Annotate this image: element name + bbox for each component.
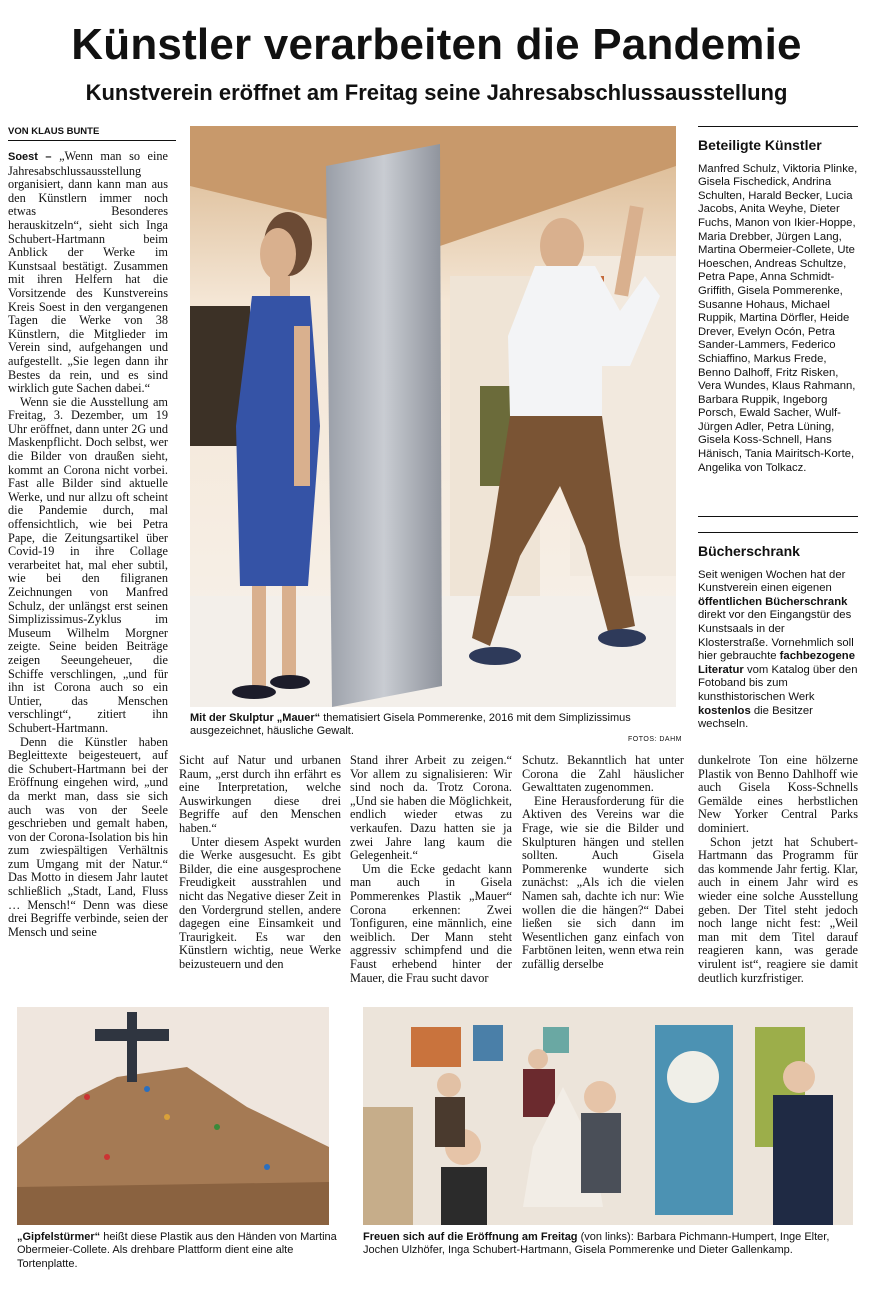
text-run: direkt vor den Eingangstür des Kunstsaals in der Klosterstraße. Vornehmlich soll hier gebrauchte <box>698 609 854 663</box>
text-run: vom Katalog über den Fotoband bis zum kunsthistorischen Werk <box>698 663 858 703</box>
article-paragraph <box>8 150 168 396</box>
main-photo-sculpture-mauer <box>190 126 676 707</box>
article-paragraph: Unter diesem Aspekt wurden die Werke ausgesucht. Es gibt Bilder, die eine ausgesprochene Freudigkeit ausstrahlen und nicht das Negative dieser Zeit in den Vordergrund stellen, andere dagegen eine Einsamkeit und Traurigkeit. Es war den Künstlern wichtig, neue Werke beizusteuern und den <box>179 834 341 971</box>
article-paragraph: Denn die Künstler haben Begleittexte beigesteuert, auf die Schubert-Hartmann bei der Eröffnung eingehen wird, „und da merkt man, dass sie sich auch was von der Seele geschrieben und gemalt haben, von der Corona-Isolation bis hin zum zwiespältigen Verhältnis zum Umgang mit der Natur.“ Das Motto in diesem Jahr lautet schließlich „Stadt, Land, Fluss … Mensch!“ Denn was diese drei Begriffe verbinde, seien der Mensch und seine <box>8 734 168 939</box>
article-paragraph: Schutz. Bekanntlich hat unter Corona die Zahl häuslicher Gewalttaten zugenommen. <box>522 753 684 795</box>
bookcase-text <box>698 569 858 732</box>
caption-lead: Mit der Skulptur „Mauer“ <box>190 712 321 724</box>
sidebar-title: Bücherschrank <box>698 532 858 559</box>
sidebar-title: Beteiligte Künstler <box>698 126 858 153</box>
caption-lead: Freuen sich auf die Eröffnung am Freitag <box>363 1231 578 1243</box>
byline: VON KLAUS BUNTE <box>8 126 176 141</box>
paragraph-text: „Wenn man so eine Jahresabschlussausstellung organisiert, dann kann man aus den Künstlern immer noch etwas Besonderes herauskitzeln“, sieht sich Inga Schubert-Hartmann beim Anblick der Werke im Kunstsaal bestätigt. Zusammen mit ihren Helfern hat die Vorsitzende des Kunstvereins Kreis Soest in den vergangenen Tagen die Werke von 38 Künstlern, die Mitglieder im Verein sind, aufgehangen und aufgestellt. „Sie legen dann ihr Bestes da rein, und es sind wirklich gute Sachen dabei.“ <box>8 149 168 396</box>
article-paragraph: Eine Herausforderung für die Aktiven des Vereins war die Frage, wie sie die Bilder und Skulpturen hängen und stellen sollten. Auch Gisela Pommerenke wunderte sich zunächst: „Als ich die vielen Namen sah, dachte ich nur: Wie wollen die die hängen?“ Dabei ließen sie sich dann im Wesentlichen ganz einfach von Farbtönen leiten, wenn etwa rein zufällig derselbe <box>522 793 684 971</box>
caption-text: (von links): Barbara Pichmann-Humpert, Inge Elter, Jochen Ulzhöfer, Inga Schubert-Hartmann, Gisela Pommerenke und Dieter Gallenkamp. <box>363 1231 830 1257</box>
article-paragraph: Um die Ecke gedacht kann man auch in Gisela Pommerenkes Plastik „Mauer“ Corona erkennen: Zwei Tonfiguren, eine männlich, eine weiblich. Der Mann steht aggressiv schimpfend und die Faust erhebend hinter der Mauer, die Frau sucht davor <box>350 861 512 985</box>
article-paragraph: Stand ihrer Arbeit zu zeigen.“ Vor allem zu signalisieren: Wir sind noch da. Trotz Corona. „Und sie haben die Möglichkeit, endlich wieder etwas zu verkaufen. Dazu hatten sie ja zwei Jahre lang kaum die Gelegenheit.“ <box>350 753 512 863</box>
summit-sculpture-illustration <box>17 1007 329 1225</box>
photo-left-caption <box>17 1231 337 1271</box>
subheadline: Kunstverein eröffnet am Freitag seine Jahresabschlussausstellung <box>85 80 788 105</box>
sidebar-divider <box>698 516 858 517</box>
dateline: Soest – <box>8 151 52 163</box>
article-column-2 <box>179 754 341 972</box>
text-bold: fachbezogene Literatur <box>698 650 855 676</box>
text-bold: öffentlichen Bücherschrank <box>698 595 848 608</box>
text-bold: kostenlos <box>698 704 751 717</box>
article-paragraph: Sicht auf Natur und urbanen Raum, „erst durch ihn erfährt es eine Interpretation, welche Auswirkungen diese drei Begriffe auf den Menschen haben.“ <box>179 753 341 835</box>
sidebar-bookcase <box>698 532 858 732</box>
caption-lead: „Gipfelstürmer“ <box>17 1231 101 1243</box>
artist-list: Manfred Schulz, Viktoria Plinke, Gisela Fischedick, Andrina Schulten, Harald Becker, Lucia Jacobs, Anita Weyhe, Dieter Fuchs, Manon von Ikier-Hoppe, Maria Drebber, Jürgen Lang, Martina Obermeier-Collete, Ute Hoeschen, Andreas Schultze, Petra Pape, Anna Schmidt-Griffith, Gisela Pommerenke, Susanne Hohaus, Michael Ruppik, Martina Dörfler, Heide Drever, Evelyn Ocón, Petra Sander-Lammers, Federico Schiaffino, Markus Frede, Benno Dalhoff, Fritz Risken, Vera Wundes, Klaus Rahmann, Barbara Ruppik, Ingeborg Porsch, Ewald Sacher, Wulf-Jürgen Adler, Petra Lüning, Gisela Koss-Schnell, Hans Hänisch, Tania Mairitsch-Korte, Angelika von Tolkacz. <box>698 162 858 474</box>
article-paragraph: Wenn sie die Ausstellung am Freitag, 3. Dezember, um 19 Uhr eröffnet, dann unter 2G und Maskenpflicht. Doch selbst, wer die Bilder von draußen sieht, kommt an Corona nicht vorbei. Fast alle Bilder sind aktuelle Werke, und nur allzu oft scheint die Pandemie durch, mal offensichtlich, wie bei Petra Pape, die Zeitungsartikel über Covid-19 in ihre Collage verarbeitet hat, mal eher subtil, wie bei den filigranen Zeichnungen von Manfred Schulz, der unlängst erst seinen Simplizissimus-Zyklus im Museum Wilhelm Morgner zeigte. Seine beiden Beiträge zeigen Seeungeheuer, die Schiffe verschlingen, „und für ihn ist Corona auch so ein Untier, das Menschen verschlingt“, zitiert ihn Schubert-Hartmann. <box>8 394 168 735</box>
caption-text: heißt diese Plastik aus den Händen von Martina Obermeier-Collete. Als drehbare Plattform dient eine alte Tortenplatte. <box>17 1231 337 1270</box>
article-column-5 <box>698 754 858 985</box>
photo-right-caption <box>363 1231 853 1258</box>
photo-team-gallery <box>363 1007 853 1225</box>
photo-gipfelstuermer <box>17 1007 329 1225</box>
sidebar-artists <box>698 126 858 475</box>
sculpture-illustration <box>190 126 676 707</box>
photo-credit: FOTOS: DAHM <box>628 736 682 743</box>
headline: Künstler verarbeiten die Pandemie <box>71 20 802 69</box>
text-run: Seit wenigen Wochen hat der Kunstverein einen eigenen <box>698 568 846 595</box>
article-column-1 <box>8 150 168 939</box>
article-column-4 <box>522 754 684 972</box>
article-paragraph: Schon jetzt hat Schubert-Hartmann das Programm für das kommende Jahr fertig. Klar, auch in einem Jahr wird es wieder eine solche Ausstellung geben. Der Titel steht jedoch noch lange nicht fest: „Weil man mit dem Titel darauf reagieren kann, was gerade virulent ist“, reagiere sie damit deutlich kurzfristiger. <box>698 834 858 985</box>
gallery-group-illustration <box>363 1007 853 1225</box>
caption-text: thematisiert Gisela Pommerenke, 2016 mit dem Simplizissimus ausgezeichnet, häusliche Gewalt. <box>190 712 631 738</box>
main-photo-caption <box>190 712 676 739</box>
article-column-3 <box>350 754 512 985</box>
article-paragraph: dunkelrote Ton eine hölzerne Plastik von Benno Dahlhoff wie auch Gisela Koss-Schnells Gemälde eines herbstlichen New Yorker Central Parks dominiert. <box>698 753 858 835</box>
text-run: die Besitzer wechseln. <box>698 704 813 731</box>
